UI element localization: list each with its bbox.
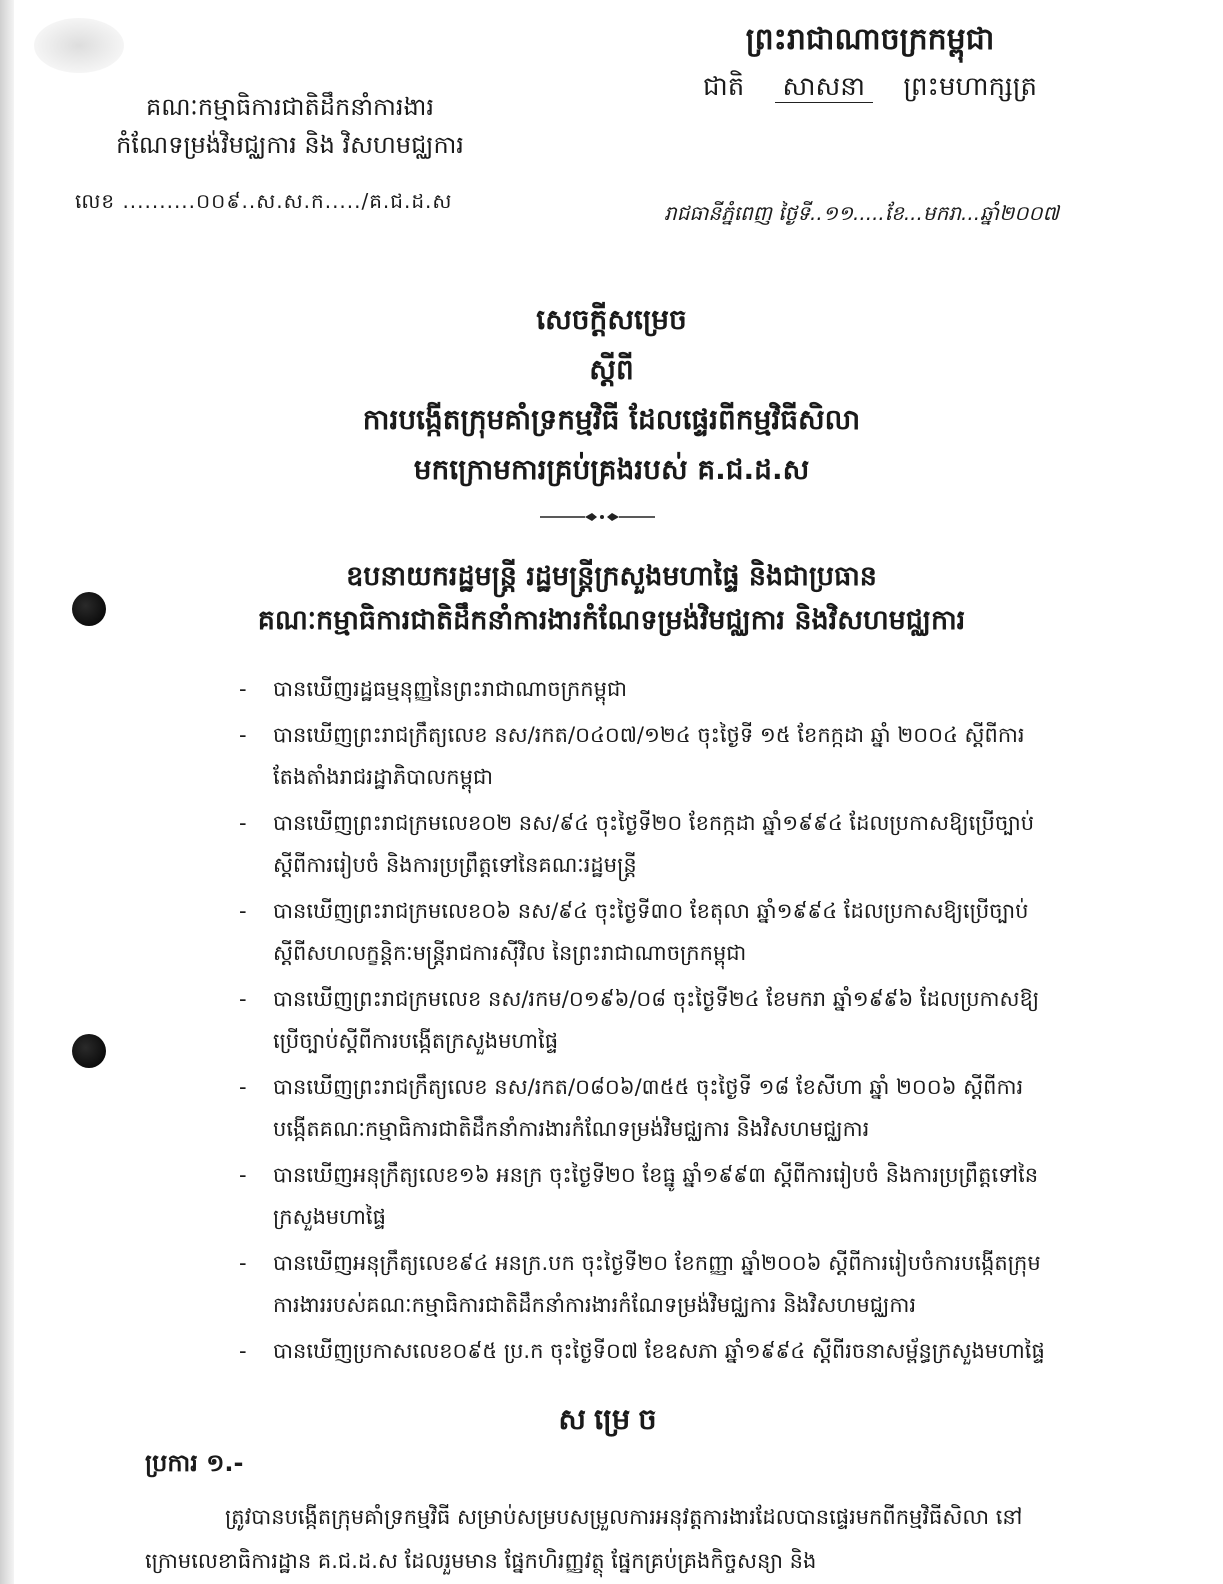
reference-text: បានឃើញអនុក្រឹត្យលេខ៩៤ អនក្រ.បក ចុះថ្ងៃទី២០ ខែកញ្ញា ឆ្នាំ២០០៦ ស្ដីពីការរៀបចំការបង្កើតក្រុមការងាររបស់គណៈកម្មាធិការជាតិដឹកនាំការងារកំណែទម្រង់វិមជ្ឈការ និងវិសហមជ្ឈការ [273,1251,1041,1317]
article-1-heading: ប្រការ ១.- [145,1449,244,1477]
title-divider-ornament [540,512,655,522]
issuing-authority [0,555,1223,643]
reference-text: បានឃើញព្រះរាជក្រមលេខ០២ នស/៩៤ ចុះថ្ងៃទី២០ ខែកក្កដា ឆ្នាំ១៩៩៤ ដែលប្រកាសឱ្យប្រើច្បាប់ស្ដីពីការរៀបចំ និងការប្រព្រឹត្តទៅនៃគណៈរដ្ឋមន្ត្រី [273,811,1035,877]
reference-text: បានឃើញព្រះរាជក្រឹត្យលេខ នស/រកត/០៤០៧/១២៤ ចុះថ្ងៃទី ១៥ ខែកក្កដា ឆ្នាំ ២០០៤ ស្ដីពីការតែងតាំងរាជរដ្ឋាភិបាលកម្ពុជា [273,723,1025,789]
reference-item: - បានឃើញព្រះរាជក្រឹត្យលេខ នស/រកត/០៤០៧/១២៤ ចុះថ្ងៃទី ១៥ ខែកក្កដា ឆ្នាំ ២០០៤ ស្ដីពីការតែងតាំងរាជរដ្ឋាភិបាលកម្ពុជា [239,723,1025,789]
reference-text: បានឃើញរដ្ឋធម្មនុញ្ញនៃព្រះរាជាណាចក្រកម្ពុជា [273,677,627,701]
title-line-3: ការបង្កើតក្រុមគាំទ្រកម្មវិធី ដែលផ្ទេរពីកម្មវិធីសិលា [362,403,861,436]
title-line-1: សេចក្ដីសម្រេច [536,303,687,336]
authority-line-2: គណៈកម្មាធិការជាតិដឹកនាំការងារកំណែទម្រង់វិមជ្ឈការ និងវិសហមជ្ឈការ [257,605,966,636]
reference-item: - បានឃើញព្រះរាជក្រមលេខ០៦ នស/៩៤ ចុះថ្ងៃទី៣០ ខែតុលា ឆ្នាំ១៩៩៤ ដែលប្រកាសឱ្យប្រើច្បាប់ស្ដីពីសហលក្ខន្តិកៈមន្ត្រីរាជការស៊ីវិល នៃព្រះរាជាណាចក្រកម្ពុជា [239,899,1029,965]
issuer-line-1: គណៈកម្មាធិការជាតិដឹកនាំការងារ [146,93,434,121]
reference-item: - បានឃើញព្រះរាជក្រមលេខ០២ នស/៩៤ ចុះថ្ងៃទី២០ ខែកក្កដា ឆ្នាំ១៩៩៤ ដែលប្រកាសឱ្យប្រើច្បាប់ស្ដីពីការរៀបចំ និងការប្រព្រឹត្តទៅនៃគណៈរដ្ឋមន្ត្រី [239,811,1035,877]
reference-text: បានឃើញព្រះរាជក្រមលេខ នស/រកម/០១៩៦/០៨ ចុះថ្ងៃទី២៤ ខែមករា ឆ្នាំ១៩៩៦ ដែលប្រកាសឱ្យប្រើច្បាប់ស្ដីពីការបង្កើតក្រសួងមហាផ្ទៃ [273,987,1040,1053]
issuing-body [75,88,505,164]
document-date: រាជធានីភ្នំពេញ ថ្ងៃទី..១១.....ខែ...មករា...ឆ្នាំ២០០៧ [664,201,1059,225]
issuer-line-2: កំណែទម្រង់វិមជ្ឈការ និង វិសហមជ្ឈការ [116,131,464,159]
document-title [0,295,1223,495]
reference-text: បានឃើញអនុក្រឹត្យលេខ១៦ អនក្រ ចុះថ្ងៃទី២០ ខែធ្នូ ឆ្នាំ១៩៩៣ ស្ដីពីការរៀបចំ និងការប្រព្រឹត្តទៅនៃក្រសួងមហាផ្ទៃ [273,1163,1039,1229]
national-motto [690,20,1050,108]
reference-item: - បានឃើញប្រកាសលេខ០៩៥ ប្រ.ក ចុះថ្ងៃទី០៧ ខែឧសភា ឆ្នាំ១៩៩៤ ស្ដីពីរចនាសម្ព័ន្ធក្រសួងមហាផ្ទៃ [239,1339,1045,1363]
punch-hole-bottom [72,1034,106,1068]
motto-nation: ជាតិ [702,72,745,102]
reference-number: លេខ ..........០០៩..ស.ស.ក...../គ.ជ.ដ.ស [75,189,453,213]
reference-text: បានឃើញប្រកាសលេខ០៩៥ ប្រ.ក ចុះថ្ងៃទី០៧ ខែឧសភា ឆ្នាំ១៩៩៤ ស្ដីពីរចនាសម្ព័ន្ធក្រសួងមហាផ្ទៃ [273,1339,1045,1363]
page-edge [0,0,14,1584]
motto-king: ព្រះមហាក្សត្រ [903,72,1037,102]
scan-smudge [34,18,124,73]
article-1-body: ត្រូវបានបង្កើតក្រុមគាំទ្រកម្មវិធី សម្រាប់សម្របសម្រួលការអនុវត្តការងារដែលបានផ្ទេរមកពីកម្មវិធីសិលា នៅក្រោមលេខាធិការដ្ឋាន គ.ជ.ដ.ស ដែលរួមមាន ផ្នែកហិរញ្ញវត្ថុ ផ្នែកគ្រប់គ្រងកិច្ចសន្យា និង [145,1505,1023,1573]
authority-line-1: ឧបនាយករដ្ឋមន្ត្រី រដ្ឋមន្ត្រីក្រសួងមហាផ្ទៃ និងជាប្រធាន [346,561,877,592]
reference-item: - បានឃើញព្រះរាជក្រមលេខ នស/រកម/០១៩៦/០៨ ចុះថ្ងៃទី២៤ ខែមករា ឆ្នាំ១៩៩៦ ដែលប្រកាសឱ្យប្រើច្បាប់ស្ដីពីការបង្កើតក្រសួងមហាផ្ទៃ [239,987,1040,1053]
title-line-4: មកក្រោមការគ្រប់គ្រងរបស់ គ.ជ.ដ.ស [413,453,810,486]
motto-line [690,70,1050,108]
motto-religion: សាសនា [775,72,874,103]
reference-item: - បានឃើញរដ្ឋធម្មនុញ្ញនៃព្រះរាជាណាចក្រកម្ពុជា [239,677,627,701]
reference-item: - បានឃើញអនុក្រឹត្យលេខ៩៤ អនក្រ.បក ចុះថ្ងៃទី២០ ខែកញ្ញា ឆ្នាំ២០០៦ ស្ដីពីការរៀបចំការបង្កើតក្រុមការងាររបស់គណៈកម្មាធិការជាតិដឹកនាំការងារកំណែទម្រង់វិមជ្ឈការ និងវិសហមជ្ឈការ [239,1251,1041,1317]
reference-item: - បានឃើញអនុក្រឹត្យលេខ១៦ អនក្រ ចុះថ្ងៃទី២០ ខែធ្នូ ឆ្នាំ១៩៩៣ ស្ដីពីការរៀបចំ និងការប្រព្រឹត្តទៅនៃក្រសួងមហាផ្ទៃ [239,1163,1039,1229]
legal-references-list [225,668,1045,1376]
reference-item: - បានឃើញព្រះរាជក្រឹត្យលេខ នស/រកត/០៨០៦/៣៥៥ ចុះថ្ងៃទី ១៨ ខែសីហា ឆ្នាំ ២០០៦ ស្ដីពីការបង្កើតគណៈកម្មាធិការជាតិដឹកនាំការងារកំណែទម្រង់វិមជ្ឈការ និងវិសហមជ្ឈការ [239,1075,1024,1141]
decision-heading: សម្រេច [558,1402,665,1436]
reference-text: បានឃើញព្រះរាជក្រឹត្យលេខ នស/រកត/០៨០៦/៣៥៥ ចុះថ្ងៃទី ១៨ ខែសីហា ឆ្នាំ ២០០៦ ស្ដីពីការបង្កើតគណៈកម្មាធិការជាតិដឹកនាំការងារកំណែទម្រង់វិមជ្ឈការ និងវិសហមជ្ឈការ [273,1075,1024,1141]
motto-kingdom: ព្រះរាជាណាចក្រកម្ពុជា [745,22,995,57]
reference-text: បានឃើញព្រះរាជក្រមលេខ០៦ នស/៩៤ ចុះថ្ងៃទី៣០ ខែតុលា ឆ្នាំ១៩៩៤ ដែលប្រកាសឱ្យប្រើច្បាប់ស្ដីពីសហលក្ខន្តិកៈមន្ត្រីរាជការស៊ីវិល នៃព្រះរាជាណាចក្រកម្ពុជា [273,899,1029,965]
title-line-2: ស្ដីពី [589,353,634,386]
